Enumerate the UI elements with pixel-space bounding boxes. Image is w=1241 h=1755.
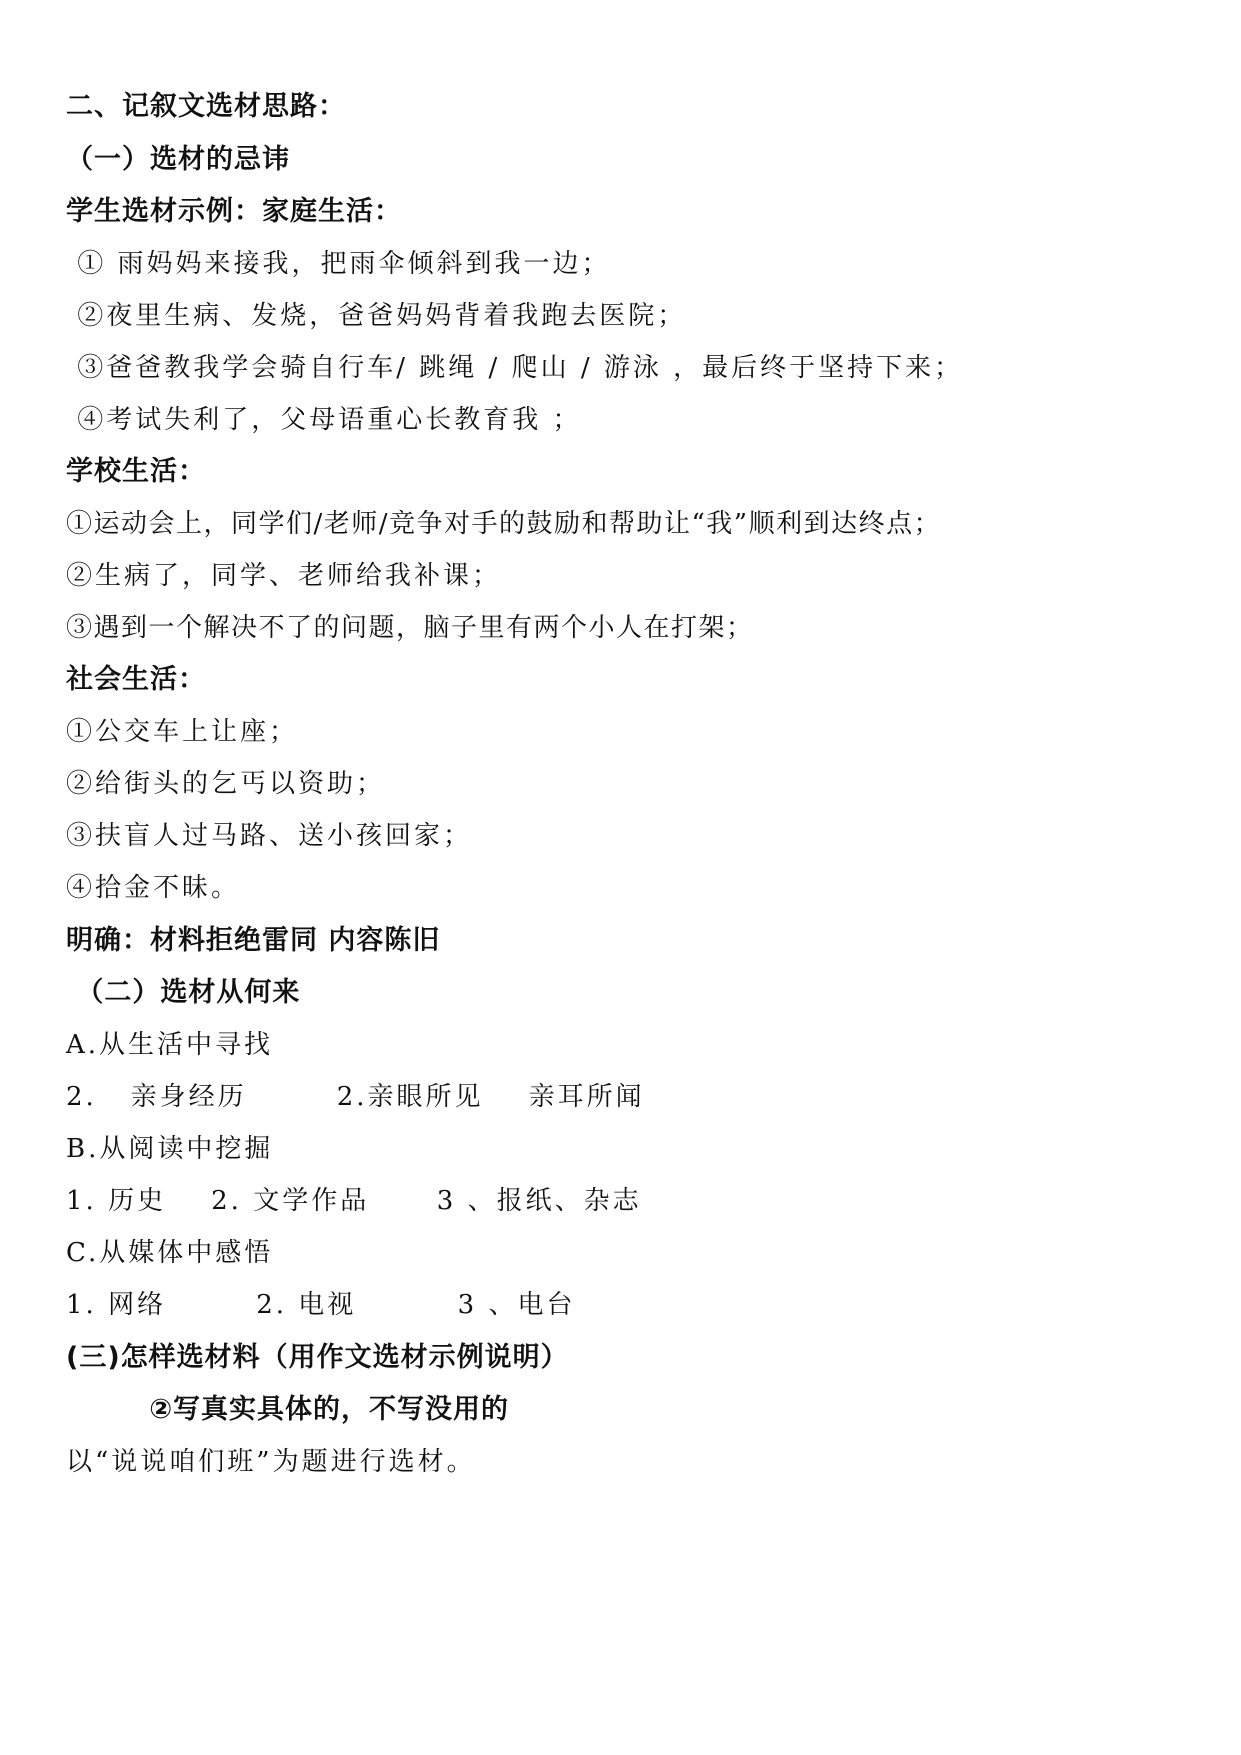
- subheading-taboos: （一）选材的忌讳: [66, 144, 290, 175]
- point-two-heading: ②写真实具体的，不写没用的: [66, 1394, 510, 1425]
- heading-section-two: 二、记叙文选材思路：: [66, 91, 346, 122]
- example-instruction: 以“说说咱们班”为题进行选材。: [66, 1447, 476, 1477]
- list-item: ③爸爸教我学会骑自行车/ 跳绳 / 爬山 / 游泳 ，最后终于坚持下来；: [66, 353, 964, 383]
- list-item: ②夜里生病、发烧，爸爸妈妈背着我跑去医院；: [66, 301, 687, 331]
- subheading-how-to-select: (三)怎样选材料（用作文选材示例说明）: [66, 1342, 569, 1373]
- label-family-life: 学生选材示例：家庭生活：: [66, 196, 402, 227]
- list-item: 1. 网络 2. 电视 3 、电台: [66, 1290, 576, 1320]
- list-item: ①运动会上，同学们/老师/竞争对手的鼓励和帮助让“我”顺利到达终点；: [66, 509, 942, 539]
- list-item: ④拾金不昧。: [66, 873, 241, 903]
- clarification-line: 明确：材料拒绝雷同 内容陈旧: [66, 925, 441, 956]
- label-social-life: 社会生活：: [66, 664, 206, 695]
- list-item: ③遇到一个解决不了的问题，脑子里有两个小人在打架；: [66, 613, 754, 643]
- list-item: A.从生活中寻找: [66, 1030, 274, 1060]
- list-item: 2. 亲身经历 2.亲眼所见 亲耳所闻: [66, 1082, 645, 1112]
- list-item: ②生病了，同学、老师给我补课；: [66, 561, 502, 591]
- list-item: ①公交车上让座；: [66, 717, 299, 747]
- list-item: B.从阅读中挖掘: [66, 1134, 274, 1164]
- subheading-material-sources: （二）选材从何来: [66, 977, 301, 1008]
- list-item: ④考试失利了，父母语重心长教育我 ；: [66, 405, 582, 435]
- list-item: C.从媒体中感悟: [66, 1238, 274, 1268]
- list-item: ① 雨妈妈来接我，把雨伞倾斜到我一边；: [66, 249, 611, 279]
- label-school-life: 学校生活：: [66, 456, 206, 487]
- list-item: ③扶盲人过马路、送小孩回家；: [66, 821, 473, 851]
- list-item: ②给街头的乞丐以资助；: [66, 769, 386, 799]
- list-item: 1. 历史 2. 文学作品 3 、报纸、杂志: [66, 1186, 642, 1216]
